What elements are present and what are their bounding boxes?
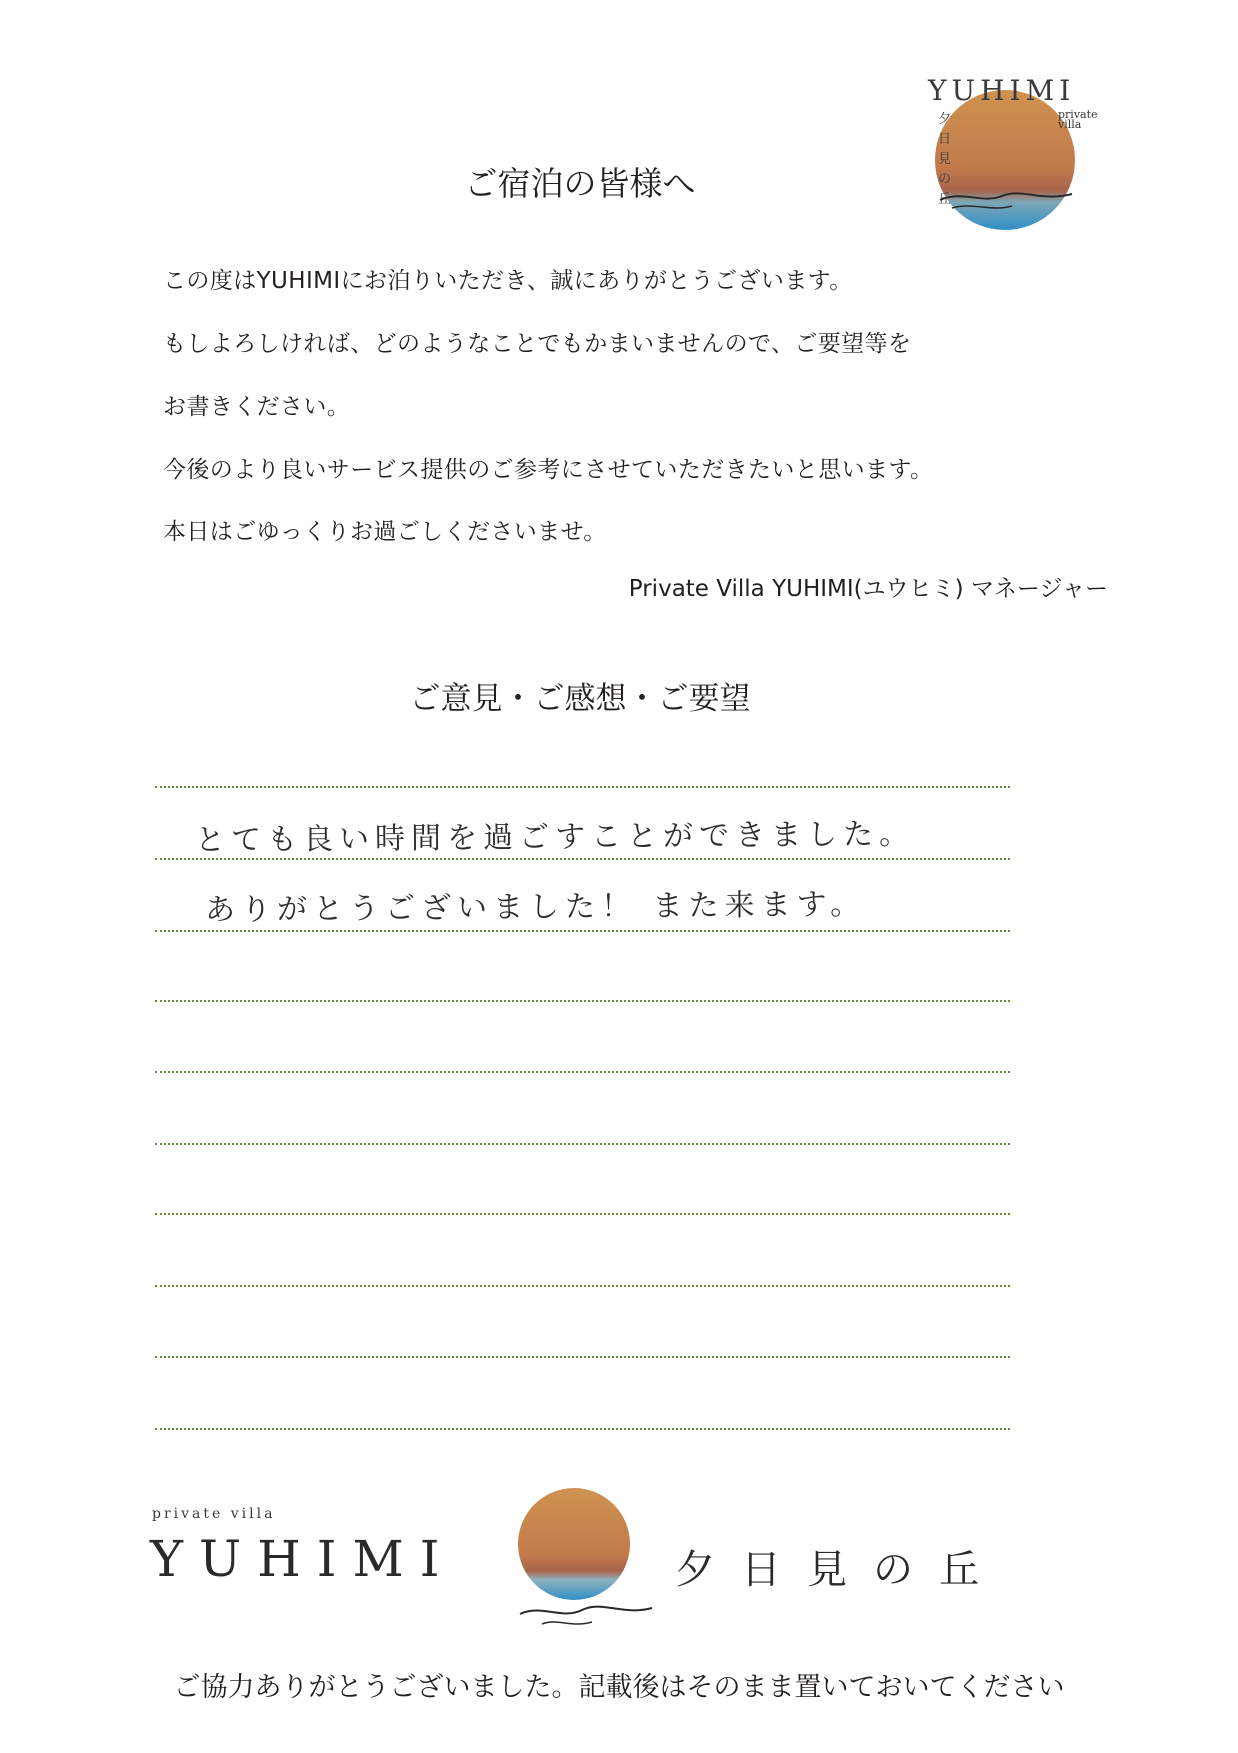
logo-wordmark: YUHIMI <box>928 74 1076 107</box>
writing-line <box>155 786 1010 788</box>
writing-line <box>155 1143 1010 1145</box>
handwritten-comment-line: ありがとうございました！ また来ます。 <box>204 887 867 928</box>
letter-line: 今後のより良いサービス提供のご参考にさせていただきたいと思います。 <box>163 457 934 483</box>
logo-wordmark-large: YUHIMI <box>150 1530 456 1588</box>
sun-icon <box>512 1486 662 1636</box>
footer-note: ご協力ありがとうございました。記載後はそのまま置いておいてください <box>173 1672 1065 1703</box>
writing-line <box>155 1213 1010 1215</box>
logo-vertical-subtitle: private villa <box>1058 108 1098 131</box>
writing-line <box>155 1356 1010 1358</box>
writing-line <box>155 1000 1010 1002</box>
feedback-heading: ご意見・ご感想・ご要望 <box>409 681 751 717</box>
greeting-title: ご宿泊の皆様へ <box>464 164 696 203</box>
logo-vertical-kanji: 夕日見の丘 <box>938 112 952 207</box>
handwritten-comment-line: とても良い時間を過ごすことができました。 <box>194 816 916 859</box>
writing-line <box>155 1071 1010 1073</box>
letter-line: 本日はごゆっくりお過ごしくださいませ。 <box>163 519 607 545</box>
manager-signature: Private Villa YUHIMI(ユウヒミ) マネージャー <box>628 576 1108 602</box>
letter-line: この度はYUHIMIにお泊りいただき、誠にありがとうございます。 <box>163 268 853 294</box>
writing-line <box>155 930 1010 932</box>
logo-private-villa: private villa <box>152 1506 276 1522</box>
writing-line <box>155 1428 1010 1430</box>
letter-line: もしよろしければ、どのようなことでもかまいませんので、ご要望等を <box>163 331 912 357</box>
logo-kanji-name: 夕日見の丘 <box>675 1547 1005 1593</box>
writing-line <box>155 1285 1010 1287</box>
letter-line: お書きください。 <box>163 394 351 420</box>
